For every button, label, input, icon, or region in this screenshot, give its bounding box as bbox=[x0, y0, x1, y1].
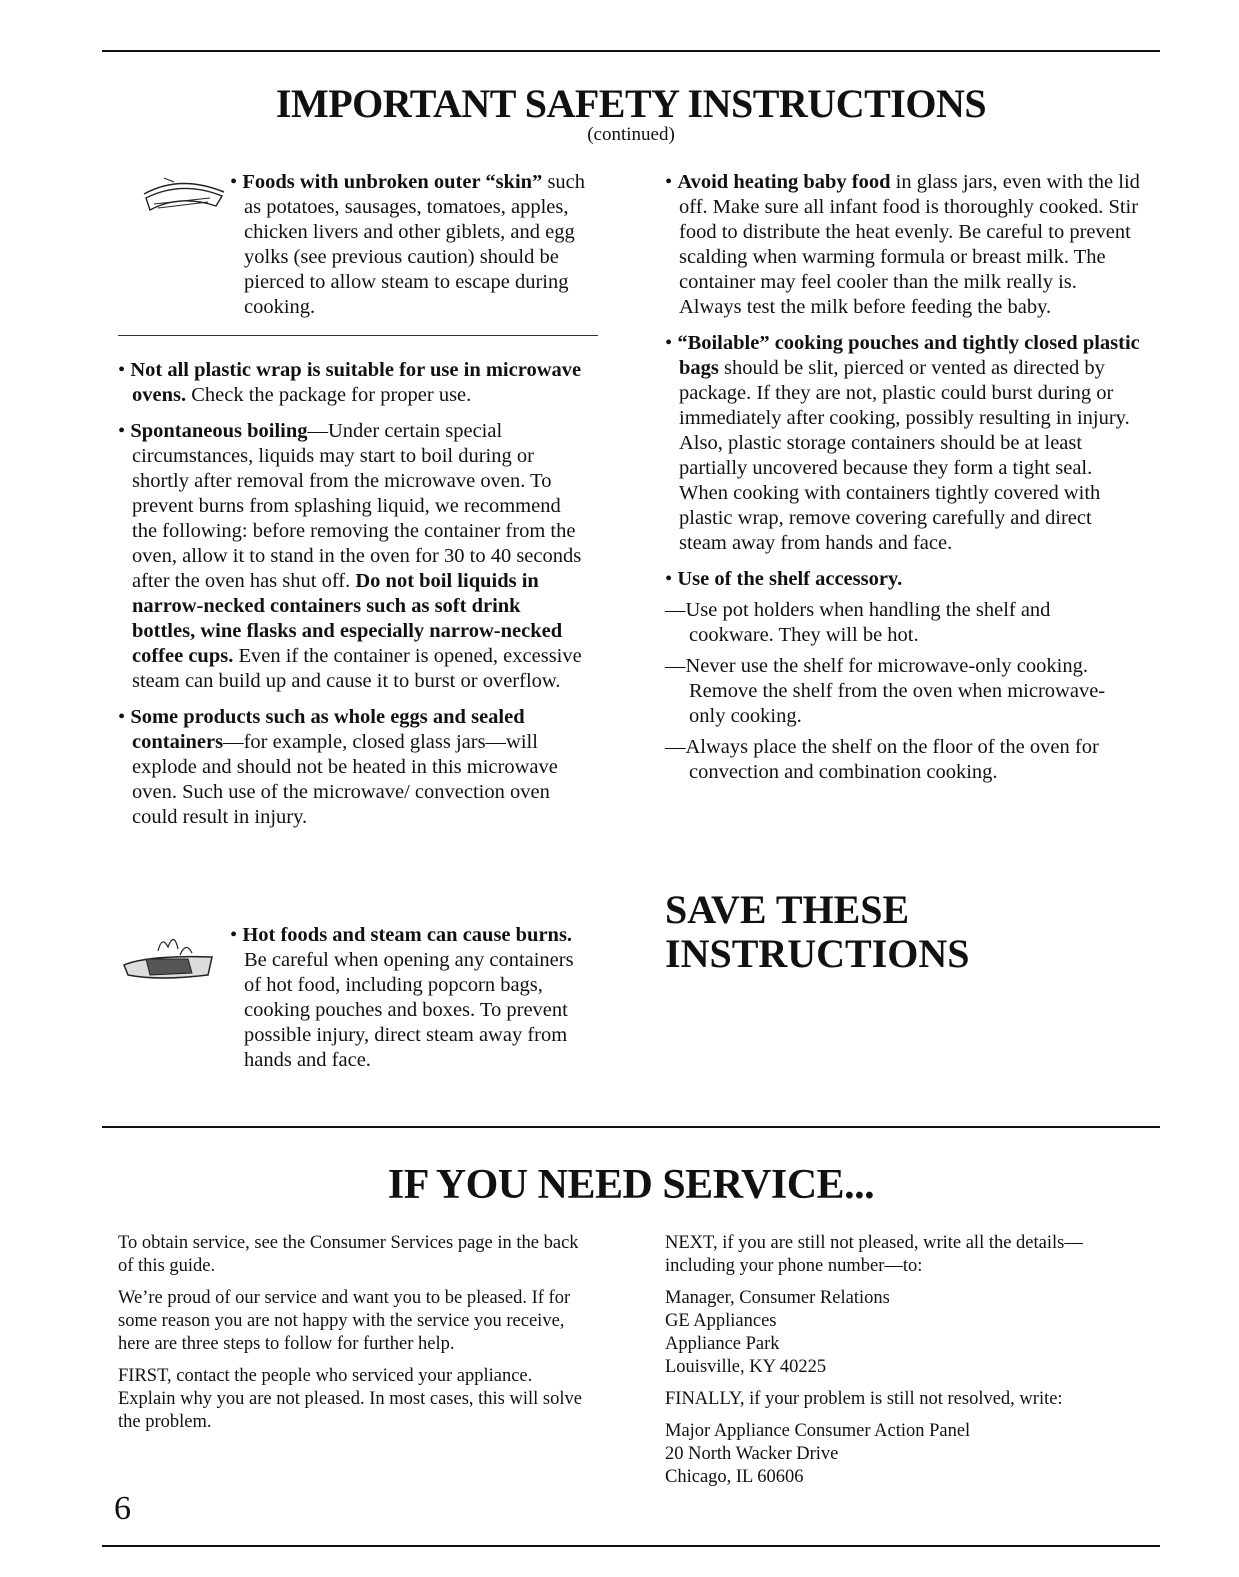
service-rule bbox=[102, 1126, 1160, 1128]
plastic-wrap-heading: Not all plastic wrap is suitable for use in microwave ovens. bbox=[130, 359, 582, 406]
service-title: IF YOU NEED SERVICE... bbox=[387, 1162, 875, 1208]
boiling-heading: Spontaneous boiling bbox=[130, 420, 308, 442]
page-title: IMPORTANT SAFETY INSTRUCTIONS bbox=[275, 81, 987, 126]
skin-text: such as potatoes, sausages, tomatoes, apples, chicken livers and other giblets, and egg yolks (see previous caution) should be pierced to allow steam to escape during cooking. bbox=[244, 171, 586, 318]
service-right bbox=[665, 1232, 1145, 1498]
address-line: Chicago, IL 60606 bbox=[665, 1467, 804, 1487]
shelf-item: —Never use the shelf for microwave-only cooking. Remove the shelf from the oven when microwave-only cooking. bbox=[665, 655, 1106, 727]
left-column: • Not all plastic wrap is suitable for use in microwave ovens. Check the package for proper use. • Spontaneous boiling—Under certain special circumstances, liquids may start to boil during or shortly after removal from the microwave oven. To prevent burns from splashing liquid, we recommend the following: before removing the container from the oven, allow it to stand in the oven for 30 to 40 seconds after the oven has shut off. Do not boil liquids in narrow-necked containers such as soft drink bottles, wine flasks and especially narrow-necked coffee cups. Even if the container is opened, excessive steam can build up and cause it to burst or overflow. • Some products such as whole eggs and sealed containers—for example, closed glass jars—will explode and should not be heated in this microwave oven. Such use of the microwave/ convection oven could result in injury. bbox=[118, 359, 582, 828]
hot-foods-heading: Hot foods and steam can cause burns. bbox=[242, 924, 573, 946]
hot-foods-text: Be careful when opening any containers of hot food, including popcorn bags, cooking pouches and boxes. To prevent possible injury, direct steam away from hands and face. bbox=[244, 949, 574, 1071]
plastic-wrap-text: Check the package for proper use. bbox=[186, 384, 472, 406]
address-line: Manager, Consumer Relations bbox=[665, 1288, 890, 1308]
skin-heading: Foods with unbroken outer “skin” bbox=[242, 171, 543, 193]
service-left bbox=[118, 1232, 593, 1443]
service-paragraph: FIRST, contact the people who serviced your appliance. Explain why you are not pleased. In most cases, this will solve the problem. bbox=[118, 1366, 582, 1432]
boiling-text-2: Even if the container is opened, excessive steam can build up and cause it to burst or overflow. bbox=[132, 645, 582, 692]
boilable-text: should be slit, pierced or vented as directed by package. If they are not, plastic could burst during or immediately after cooking, possibly resulting in injury. Also, plastic storage containers should be at least partially uncovered because they form a tight seal. When cooking with containers tightly covered with plastic wrap, remove covering carefully and direct steam away from hands and face. bbox=[679, 357, 1130, 554]
boilable-heading: “Boilable” cooking pouches and tightly closed plastic bags bbox=[677, 332, 1140, 379]
top-rule bbox=[102, 50, 1160, 52]
right-column: • Avoid heating baby food in glass jars, even with the lid off. Make sure all infant food is thoroughly cooked. Stir food to distribute the heat evenly. Be careful to prevent scalding when warming formula or breast milk. The container may feel cooler than the milk really is. Always test the milk before feeding the baby. • “Boilable” cooking pouches and tightly closed plastic bags should be slit, pierced or vented as directed by package. If they are not, plastic could burst during or immediately after cooking, possibly resulting in injury. Also, plastic storage containers should be at least partially uncovered because they form a tight seal. When cooking with containers tightly covered with plastic wrap, remove covering carefully and direct steam away from hands and face. • Use of the shelf accessory. —Use pot holders when handling the shelf and cookware. They will be hot. —Never use the shelf for microwave-only cooking. Remove the shelf from the oven when microwave-only cooking. —Always place the shelf on the floor of the oven for convection and combination cooking. bbox=[665, 171, 1140, 783]
address-line: Appliance Park bbox=[665, 1334, 780, 1354]
popcorn-illustration bbox=[118, 925, 218, 990]
address-line: Major Appliance Consumer Action Panel bbox=[665, 1421, 971, 1441]
eggs-text: —for example, closed glass jars—will explode and should not be heated in this microwave oven. Such use of the microwave/ convection oven could result in injury. bbox=[132, 731, 558, 828]
address-line: GE Appliances bbox=[665, 1311, 777, 1331]
shelf-item: —Always place the shelf on the floor of the oven for convection and combination cooking. bbox=[665, 736, 1099, 783]
eggs-heading: Some products such as whole eggs and sealed containers bbox=[130, 706, 525, 753]
bottom-rule bbox=[102, 1545, 1160, 1547]
service-paragraph: To obtain service, see the Consumer Services page in the back of this guide. bbox=[118, 1233, 579, 1276]
baby-heading: Avoid heating baby food bbox=[677, 171, 891, 193]
potato-illustration bbox=[140, 172, 226, 223]
save-line-1: SAVE THESE bbox=[665, 887, 910, 932]
service-finally: FINALLY, if your problem is still not resolved, write: bbox=[665, 1389, 1063, 1409]
service-paragraph: We’re proud of our service and want you to be pleased. If for some reason you are not happy with the service you receive, here are three steps to follow for further help. bbox=[118, 1288, 571, 1354]
address-line: 20 North Wacker Drive bbox=[665, 1444, 839, 1464]
shelf-heading: Use of the shelf accessory. bbox=[677, 568, 903, 590]
hot-foods-warning: • Hot foods and steam can cause burns. Be careful when opening any containers of hot food, including popcorn bags, cooking pouches and boxes. To prevent possible injury, direct steam away from hands and face. bbox=[230, 924, 574, 1071]
address-panel bbox=[665, 1420, 1145, 1489]
page-subtitle: (continued) bbox=[587, 124, 675, 145]
skin-warning: • Foods with unbroken outer “skin” such as potatoes, sausages, tomatoes, apples, chicken livers and other giblets, and egg yolks (see previous caution) should be pierced to allow steam to escape during cooking. bbox=[230, 171, 586, 318]
address-line: Louisville, KY 40225 bbox=[665, 1357, 827, 1377]
page-number: 6 bbox=[114, 1490, 131, 1527]
save-instructions bbox=[665, 888, 1135, 976]
baby-text: in glass jars, even with the lid off. Make sure all infant food is thoroughly cooked. Stir food to distribute the heat evenly. Be careful to prevent scalding when warming formula or breast milk. The container may feel cooler than the milk really is. Always test the milk before feeding the baby. bbox=[679, 171, 1140, 318]
boiling-warning: Do not boil liquids in narrow-necked containers such as soft drink bottles, wine flasks and especially narrow-necked coffee cups. bbox=[132, 570, 563, 667]
service-next: NEXT, if you are still not pleased, write all the details—including your phone number—to: bbox=[665, 1233, 1083, 1276]
save-line-2: INSTRUCTIONS bbox=[665, 931, 970, 976]
shelf-item: —Use pot holders when handling the shelf and cookware. They will be hot. bbox=[665, 599, 1051, 646]
section-divider bbox=[118, 335, 598, 336]
address-ge bbox=[665, 1287, 1145, 1379]
boiling-text: —Under certain special circumstances, liquids may start to boil during or shortly after removal from the microwave oven. To prevent burns from splashing liquid, we recommend the following: before removing the container from the oven, allow it to stand in the oven for 30 to 40 seconds after the oven has shut off. bbox=[132, 420, 582, 592]
